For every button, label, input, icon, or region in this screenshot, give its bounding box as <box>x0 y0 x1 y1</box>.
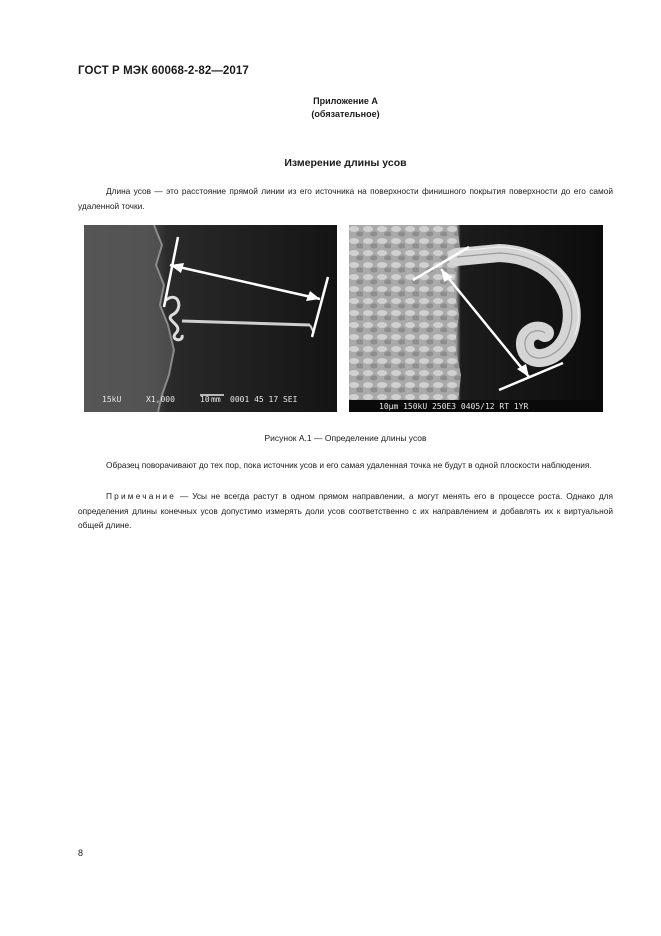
note-text: — Усы не всегда растут в одном прямом направлении, а могут менять его в процессе роста. Однако для определения длины конечных усов допустимо измерять доли усов соответственно с их направлением и добавлять их к виртуальной общей длине. <box>78 491 613 530</box>
figure-caption: Рисунок А.1 — Определение длины усов <box>264 433 427 443</box>
sem-image-right-graphic <box>349 225 603 412</box>
sem-right-footer: 10µm 150kU 250E3 0405/12 RT 1YR <box>379 402 529 411</box>
appendix-heading <box>0 95 661 121</box>
note-label: Примечание <box>106 491 177 501</box>
section-title: Измерение длины усов <box>284 157 407 169</box>
definition-paragraph: Длина усов — это расстояние прямой линии из его источника на поверхности финишного покрытия поверхности до его самой удаленной точки. <box>78 186 613 211</box>
rotation-paragraph: Образец поворачивают до тех пор, пока источник усов и его самая удаленная точка не будут в одной плоскости наблюдения. <box>106 460 592 470</box>
appendix-status: (обязательное) <box>311 109 380 119</box>
sem-scale-unit: mm <box>211 395 221 404</box>
standard-code-header: ГОСТ Р МЭК 60068-2-82—2017 <box>78 65 249 77</box>
sem-image-left-graphic <box>84 225 337 412</box>
sem-image-left <box>84 225 337 412</box>
sem-info: 0001 45 17 SEI <box>230 395 298 404</box>
sem-voltage: 15kU <box>102 395 122 404</box>
sem-scale-value: 10 <box>200 395 210 404</box>
sem-magnification: X1,000 <box>146 395 175 404</box>
sem-image-right <box>349 225 603 412</box>
page-number: 8 <box>78 848 84 858</box>
note-paragraph <box>78 489 613 533</box>
appendix-title: Приложение А <box>313 96 378 106</box>
